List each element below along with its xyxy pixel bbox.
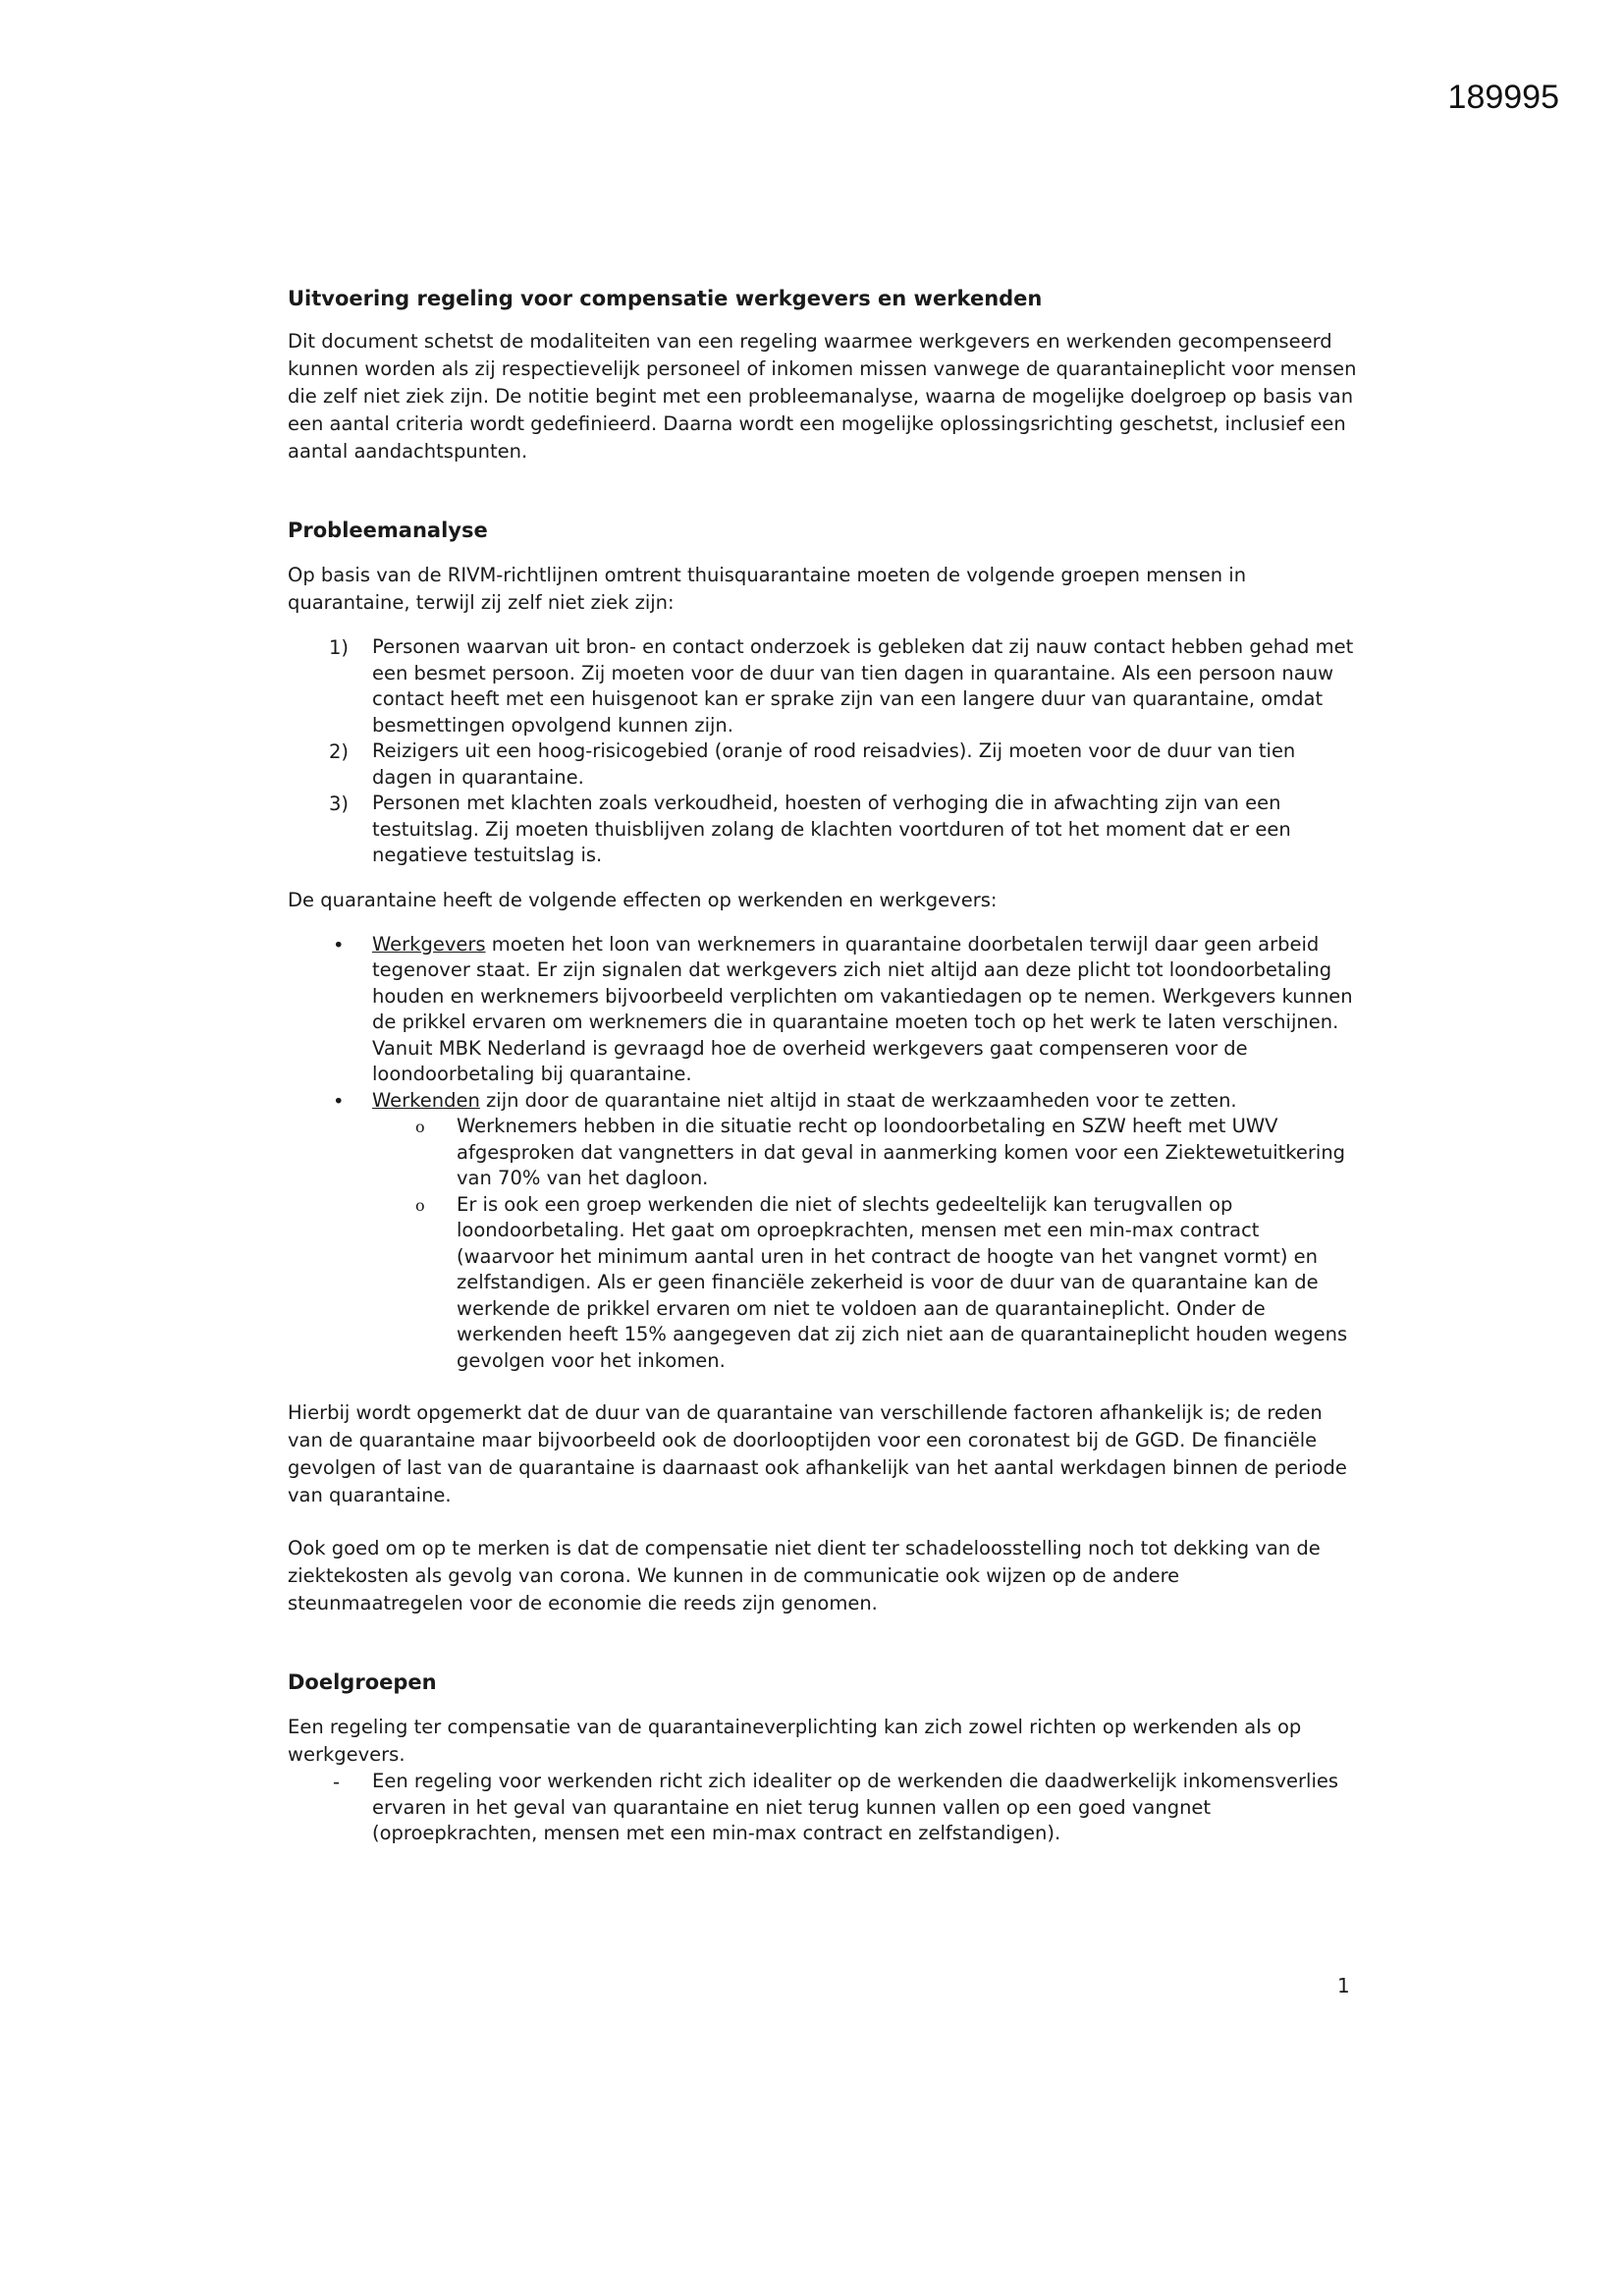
paragraph: Hierbij wordt opgemerkt dat de duur van de quarantaine van verschillende factoren afhankelijk is; de reden van de quarantaine maar bijvoorbeeld ook de doorlooptijden voor een coronatest bij de GGD. De financiële gevolgen of last van de quarantaine is daarnaast ook afhankelijk van het aantal werkdagen binnen de periode van quarantaine. [288, 1401, 1347, 1506]
list-number: 1) [329, 636, 350, 659]
sub-bullet-item [288, 1192, 1358, 1375]
numbered-item [288, 738, 1358, 791]
bullet-item-werkgevers [288, 932, 1358, 1088]
bullet-item-text [372, 1088, 1358, 1115]
numbered-item [288, 791, 1358, 869]
numbered-item-text: Personen met klachten zoals verkoudheid, hoesten of verhoging die in afwachting zijn van een testuitslag. Zij moeten thuisblijven zolang de klachten voortduren of tot het moment dat er een negatieve testuitslag is. [372, 792, 1291, 866]
intro-paragraph: Dit document schetst de modaliteiten van een regeling waarmee werkgevers en werkenden gecompenseerd kunnen worden als zij respectievelijk personeel of inkomen missen vanwege de quarantaineplicht voor mensen die zelf niet ziek zijn. De notitie begint met een probleemanalyse, waarna de mogelijke doelgroep op basis van een aantal criteria wordt gedefinieerd. Daarna wordt een mogelijke oplossingsrichting geschetst, inclusief een aantal aandachtspunten. [288, 330, 1357, 463]
list-number: 2) [329, 740, 350, 763]
list-number: 3) [329, 793, 350, 815]
dash-item-text: Een regeling voor werkenden richt zich idealiter op de werkenden die daadwerkelijk inkomensverlies ervaren in het geval van quarantaine en niet terug kunnen vallen op een goed vangnet (oproepkrachten, mensen met een min-max contract en zelfstandigen). [372, 1770, 1339, 1844]
circle-bullet-icon: o [415, 1195, 425, 1215]
document-id: 189995 [1447, 79, 1559, 116]
numbered-item-text: Reizigers uit een hoog-risicogebied (oranje of rood reisadvies). Zij moeten voor de duur van tien dagen in quarantaine. [372, 739, 1296, 789]
bullet-icon: • [333, 1089, 345, 1113]
bullet-icon: • [333, 933, 345, 957]
section-lead: Op basis van de RIVM-richtlijnen omtrent thuisquarantaine moeten de volgende groepen mensen in quarantaine, terwijl zij zelf niet ziek zijn: [288, 564, 1247, 614]
circle-bullet-icon: o [415, 1118, 425, 1136]
section-heading-doelgroepen: Doelgroepen [288, 1670, 437, 1694]
page-content [288, 285, 1358, 1847]
bullet-item-text [372, 932, 1358, 1088]
numbered-item [288, 634, 1358, 738]
bullet-term: Werkenden [372, 1088, 480, 1112]
paragraph: Ook goed om op te merken is dat de compensatie niet dient ter schadeloosstelling noch tot dekking van de ziektekosten als gevolg van corona. We kunnen in de communicatie ook wijzen op de andere steunmaatregelen voor de economie die reeds zijn genomen. [288, 1537, 1321, 1614]
sub-bullet-item [288, 1114, 1358, 1192]
document-title: Uitvoering regeling voor compensatie werkgevers en werkenden [288, 287, 1043, 310]
dash-icon: - [333, 1771, 341, 1793]
sub-bullet-text: Werknemers hebben in die situatie recht op loondoorbetaling en SZW heeft met UWV afgesproken dat vangnetters in dat geval in aanmerking komen voor een Ziektewetuitkering van 70% van het dagloon. [457, 1115, 1346, 1189]
numbered-item-text: Personen waarvan uit bron- en contact onderzoek is gebleken dat zij nauw contact hebben gehad met een besmet persoon. Zij moeten voor de duur van tien dagen in quarantaine. Als een persoon nauw contact heeft met een huisgenoot kan er sprake zijn van een langere duur van quarantaine, omdat besmettingen opvolgend kunnen zijn. [372, 635, 1354, 737]
effects-lead: De quarantaine heeft de volgende effecten op werkenden en werkgevers: [288, 888, 998, 911]
dash-item [288, 1769, 1358, 1847]
bullet-body: zijn door de quarantaine niet altijd in staat de werkzaamheden voor te zetten. [479, 1088, 1237, 1112]
page-number: 1 [1337, 1974, 1350, 1997]
section-lead: Een regeling ter compensatie van de quarantaineverplichting kan zich zowel richten op werkenden als op werkgevers. [288, 1716, 1302, 1766]
sub-bullet-text: Er is ook een groep werkenden die niet of slechts gedeeltelijk kan terugvallen op loondoorbetaling. Het gaat om oproepkrachten, mensen met een min-max contract (waarvoor het minimum aantal uren in het contract de hoogte van het vangnet vormt) en zelfstandigen. Als er geen financiële zekerheid is voor de duur van de quarantaine kan de werkende de prikkel ervaren om niet te voldoen aan de quarantaineplicht. Onder de werkenden heeft 15% aangegeven dat zij zich niet aan de quarantaineplicht houden wegens gevolgen voor het inkomen. [457, 1192, 1348, 1372]
bullet-term: Werkgevers [372, 932, 486, 956]
section-heading-probleemanalyse: Probleemanalyse [288, 519, 488, 542]
bullet-body: moeten het loon van werknemers in quarantaine doorbetalen terwijl daar geen arbeid tegenover staat. Er zijn signalen dat werkgevers zich niet altijd aan deze plicht tot loondoorbetaling houden en werknemers bijvoorbeeld verplichten om vakantiedagen op te nemen. Werkgevers kunnen de prikkel ervaren om werknemers die in quarantaine moeten toch op het werk te laten verschijnen. Vanuit MBK Nederland is gevraagd hoe de overheid werkgevers gaat compenseren voor de loondoorbetaling bij quarantaine. [372, 932, 1353, 1085]
bullet-item-werkenden [288, 1088, 1358, 1115]
